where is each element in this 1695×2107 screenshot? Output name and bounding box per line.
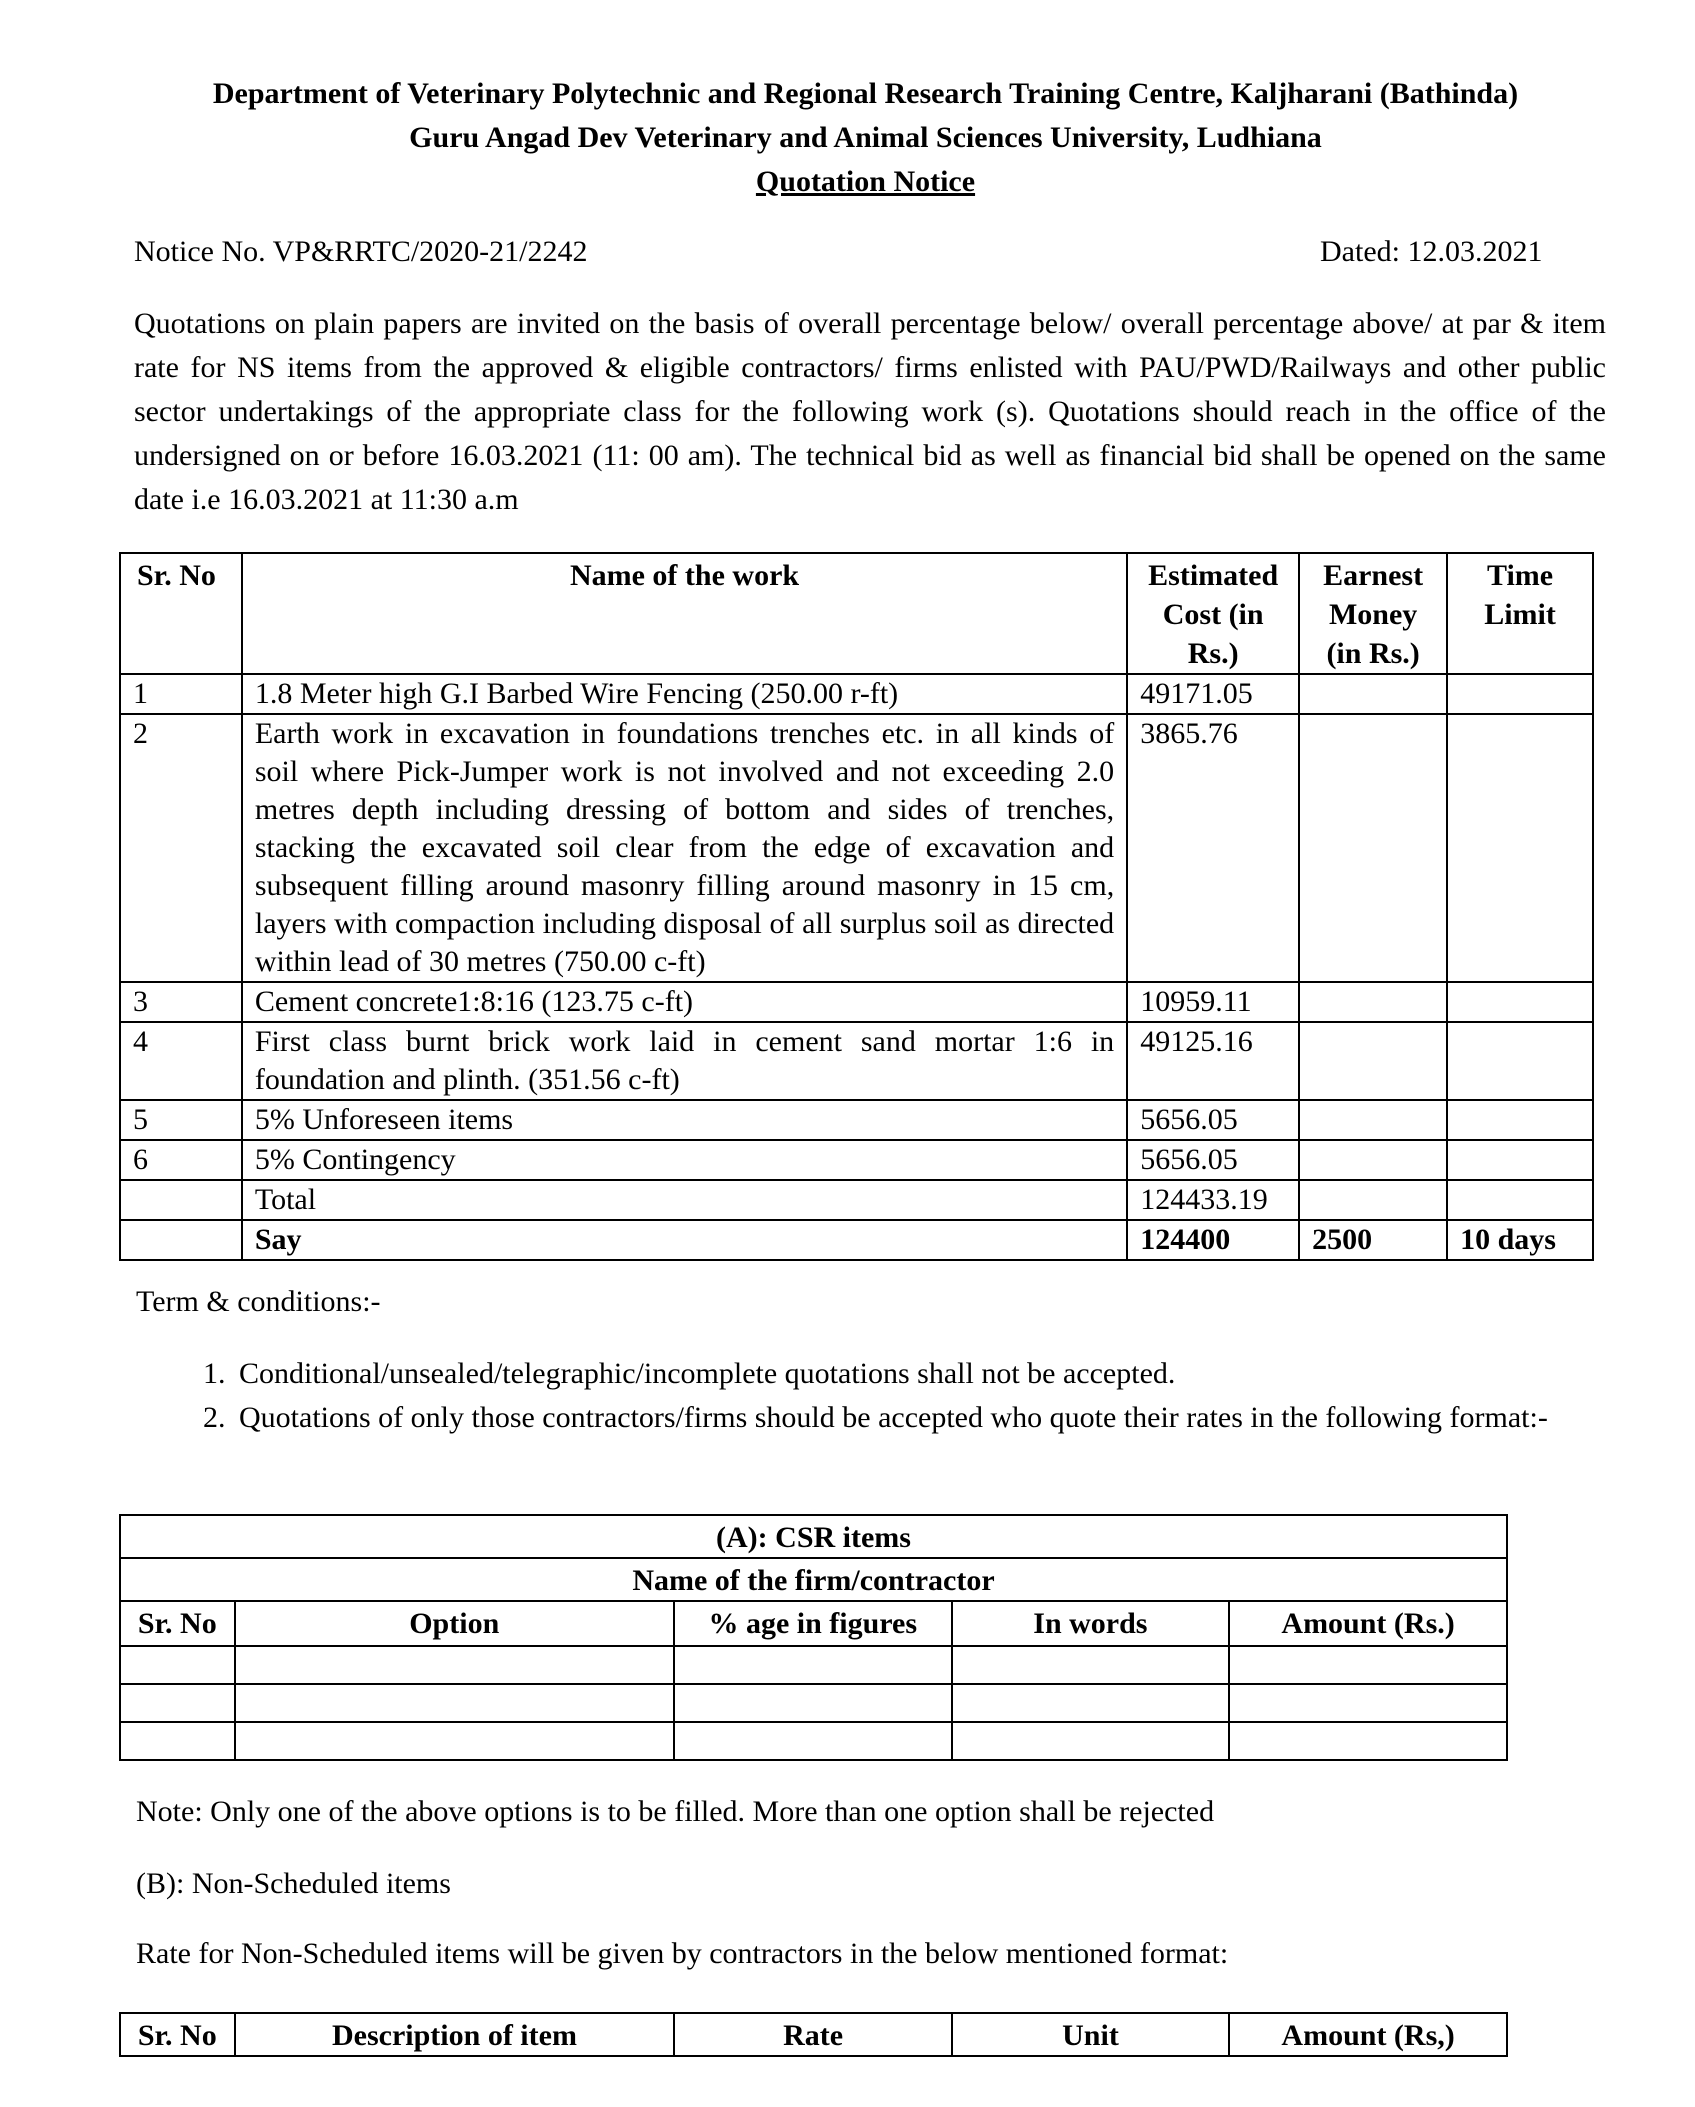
csr-items-table [119,1514,1508,1761]
row-sr-no: 2 [120,714,242,982]
row-estimated-cost: 49125.16 [1127,1022,1299,1100]
university-heading: Guru Angad Dev Veterinary and Animal Sciences University, Ludhiana [409,121,1322,154]
table-cell[interactable] [1229,1684,1507,1722]
note-text: Note: Only one of the above options is to be filled. More than one option shall be rejected [136,1795,1215,1828]
say-cost: 124400 [1127,1220,1299,1260]
table-cell[interactable] [235,1646,674,1684]
say-row [120,1220,1593,1260]
row-time-limit [1447,1140,1593,1180]
table-row [120,1100,1593,1140]
ns-header-row [120,2013,1507,2056]
table-cell[interactable] [952,1646,1230,1684]
row-sr-no [120,1180,242,1220]
row-work-name: First class burnt brick work laid in cement sand mortar 1:6 in foundation and plinth. (351.56 c-ft) [242,1022,1127,1100]
table-row [120,1722,1507,1760]
condition-item: 2. Quotations of only those contractors/firms should be accepted who quote their rates in the following format:- [233,1396,1664,1440]
table-cell [120,1220,242,1260]
row-time-limit [1447,1180,1593,1220]
row-time-limit [1447,982,1593,1022]
row-estimated-cost: 49171.05 [1127,674,1299,714]
csr-table-subtitle: Name of the firm/contractor [120,1558,1507,1601]
col-header-sr-no: Sr. No [120,2013,235,2056]
table-row [120,1180,1593,1220]
department-heading: Department of Veterinary Polytechnic and Regional Research Training Centre, Kaljharani (Bathinda) [212,77,1519,110]
row-estimated-cost: 5656.05 [1127,1100,1299,1140]
table-cell[interactable] [674,1684,952,1722]
row-estimated-cost: 10959.11 [1127,982,1299,1022]
row-work-name: Total [242,1180,1127,1220]
row-earnest-money [1299,1100,1447,1140]
table-row [120,1022,1593,1100]
table-cell[interactable] [674,1646,952,1684]
row-estimated-cost: 124433.19 [1127,1180,1299,1220]
table-row [120,714,1593,982]
table-cell[interactable] [120,1646,235,1684]
table-cell[interactable] [120,1684,235,1722]
col-header-sr-no: Sr. No [120,553,242,674]
intro-paragraph: Quotations on plain papers are invited on the basis of overall percentage below/ overall percentage above/ at par & item rate for NS items from the approved & eligible contractors/ firms enlisted with PAU/PWD/Railways and other public sector undertakings of the appropriate class for the following work (s). Quotations should reach in the office of the undersigned on or before 16.03.2021 (11: 00 am). The technical bid as well as financial bid shall be opened on the same date i.e 16.03.2021 at 11:30 a.m [134,307,1606,516]
row-sr-no: 1 [120,674,242,714]
table-row [120,1684,1507,1722]
col-header-in-words: In words [952,1601,1230,1646]
row-earnest-money [1299,1140,1447,1180]
row-sr-no: 5 [120,1100,242,1140]
row-time-limit [1447,714,1593,982]
table-cell[interactable] [120,1722,235,1760]
row-time-limit [1447,1100,1593,1140]
table-row [120,1140,1593,1180]
table-row [120,674,1593,714]
table-cell[interactable] [235,1722,674,1760]
row-sr-no: 4 [120,1022,242,1100]
col-header-sr-no: Sr. No [120,1601,235,1646]
col-header-estimated-cost: Estimated Cost (in Rs.) [1127,553,1299,674]
row-sr-no: 6 [120,1140,242,1180]
notice-date: Dated: 12.03.2021 [1320,235,1543,268]
rate-instruction: Rate for Non-Scheduled items will be given by contractors in the below mentioned format: [136,1937,1229,1970]
row-work-name: Cement concrete1:8:16 (123.75 c-ft) [242,982,1127,1022]
row-work-name: 1.8 Meter high G.I Barbed Wire Fencing (250.00 r-ft) [242,674,1127,714]
row-work-name: 5% Unforeseen items [242,1100,1127,1140]
row-sr-no: 3 [120,982,242,1022]
col-header-unit: Unit [952,2013,1229,2056]
row-estimated-cost: 5656.05 [1127,1140,1299,1180]
row-time-limit [1447,1022,1593,1100]
col-header-percentage: % age in figures [674,1601,952,1646]
csr-subtitle-row [120,1558,1507,1601]
table-row [120,1646,1507,1684]
table-cell[interactable] [674,1722,952,1760]
conditions-list [175,1352,1664,1440]
row-work-name: 5% Contingency [242,1140,1127,1180]
work-table [119,552,1594,1261]
row-earnest-money [1299,1180,1447,1220]
say-label: Say [242,1220,1127,1260]
condition-item: 1. Conditional/unsealed/telegraphic/incomplete quotations shall not be accepted. [233,1352,1664,1396]
row-earnest-money [1299,1022,1447,1100]
table-cell[interactable] [1229,1722,1507,1760]
csr-table-title: (A): CSR items [120,1515,1507,1558]
row-time-limit [1447,674,1593,714]
row-work-name: Earth work in excavation in foundations trenches etc. in all kinds of soil where Pick-Jumper work is not involved and not exceeding 2.0 metres depth including dressing of bottom and sides of trenches, stacking the excavated soil clear from the edge of excavation and subsequent filling around masonry filling around masonry in 15 cm, layers with compaction including disposal of all surplus soil as directed within lead of 30 metres (750.00 c-ft) [242,714,1127,982]
row-estimated-cost: 3865.76 [1127,714,1299,982]
table-cell[interactable] [1229,1646,1507,1684]
row-earnest-money [1299,714,1447,982]
non-scheduled-items-table [119,2012,1508,2057]
row-earnest-money [1299,982,1447,1022]
col-header-description: Description of item [235,2013,675,2056]
col-header-earnest-money: Earnest Money (in Rs.) [1299,553,1447,674]
col-header-amount: Amount (Rs.) [1229,1601,1507,1646]
say-time-limit: 10 days [1447,1220,1593,1260]
col-header-name-of-work: Name of the work [242,553,1127,674]
row-earnest-money [1299,674,1447,714]
notice-number: Notice No. VP&RRTC/2020-21/2242 [134,235,588,268]
table-cell[interactable] [952,1722,1230,1760]
csr-header-row [120,1601,1507,1646]
col-header-option: Option [235,1601,674,1646]
table-row [120,982,1593,1022]
terms-heading: Term & conditions:- [136,1285,381,1318]
table-cell[interactable] [952,1684,1230,1722]
csr-title-row [120,1515,1507,1558]
work-table-header-row [120,553,1593,674]
table-cell[interactable] [235,1684,674,1722]
say-earnest-money: 2500 [1299,1220,1447,1260]
col-header-time-limit: Time Limit [1447,553,1593,674]
col-header-amount: Amount (Rs,) [1229,2013,1507,2056]
page-title: Quotation Notice [755,165,976,198]
non-scheduled-heading: (B): Non-Scheduled items [136,1867,451,1900]
col-header-rate: Rate [674,2013,951,2056]
